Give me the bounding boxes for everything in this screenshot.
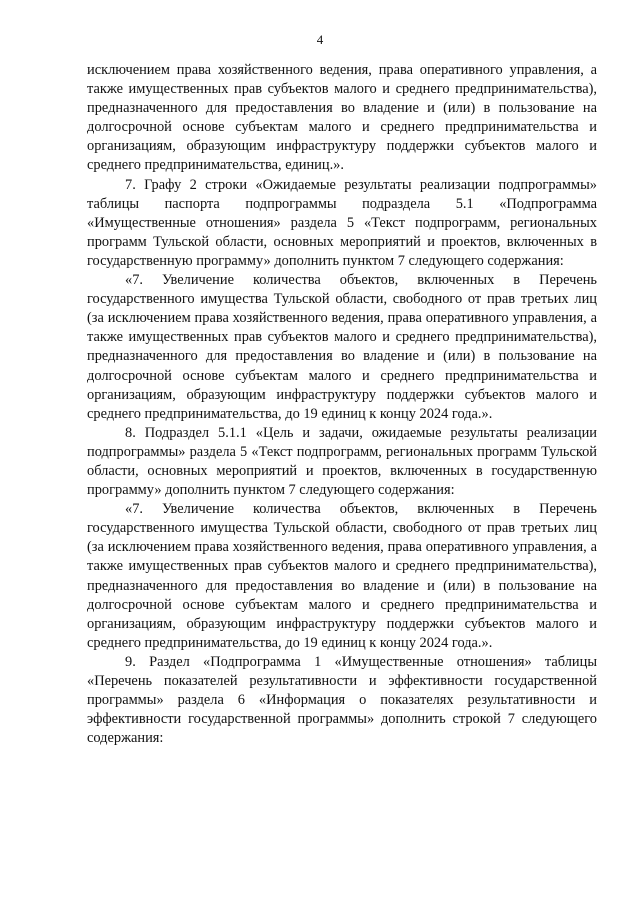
page-number: 4 (316, 32, 324, 47)
quoted-item-7-passport: «7. Увеличение количества объектов, включенных в Перечень государственного имущества Тульской области, свободного от прав третьих лиц (за исключением права хозяйственного ведения, права оперативного управления, а также имущественных прав субъектов малого и среднего предпринимательства), предназначенного для предоставления во владение и (или) в пользование на долгосрочной основе субъектам малого и среднего предпринимательства и организациям, образующим инфраструктуру поддержки субъектов малого и среднего предпринимательства, до 19 единиц к концу 2024 года.». (87, 272, 597, 422)
quoted-item-7-subsection: «7. Увеличение количества объектов, включенных в Перечень государственного имущества Тульской области, свободного от прав третьих лиц (за исключением права хозяйственного ведения, права оперативного управления, а также имущественных прав субъектов малого и среднего предпринимательства), предназначенного для предоставления во владение и (или) в пользование на долгосрочной основе субъектам малого и среднего предпринимательства и организациям, образующим инфраструктуру поддержки субъектов малого и среднего предпринимательства, до 19 единиц к концу 2024 года.». (87, 501, 597, 651)
paragraph-item-7: 7. Графу 2 строки «Ожидаемые результаты реализации подпрограммы» таблицы паспорта подпрограммы подраздела 5.1 «Подпрограмма «Имущественные отношения» раздела 5 «Текст подпрограмм, региональных программ Тульской области, основных мероприятий и проектов, включенных в государственную программу» дополнить пунктом 7 следующего содержания: (87, 176, 597, 269)
paragraph-item-8: 8. Подраздел 5.1.1 «Цель и задачи, ожидаемые результаты реализации подпрограммы» раздела 5 «Текст подпрограмм, региональных программ Тульской области, основных мероприятий и проектов, включенных в государственную программу» дополнить пунктом 7 следующего содержания: (87, 424, 597, 499)
paragraph-continuation: исключением права хозяйственного ведения, права оперативного управления, а также имущественных прав субъектов малого и среднего предпринимательства), предназначенного для предоставления во владение и (или) в пользование на долгосрочной основе субъектам малого и среднего предпринимательства и организациям, образующим инфраструктуру поддержки субъектов малого и среднего предпринимательства, единиц.». (87, 62, 597, 174)
document-body (87, 61, 597, 748)
paragraph-item-9: 9. Раздел «Подпрограмма 1 «Имущественные отношения» таблицы «Перечень показателей результативности и эффективности государственной программы» раздела 6 «Информация о показателях результативности и эффективности государственной программы» дополнить строкой 7 следующего содержания: (87, 653, 597, 747)
